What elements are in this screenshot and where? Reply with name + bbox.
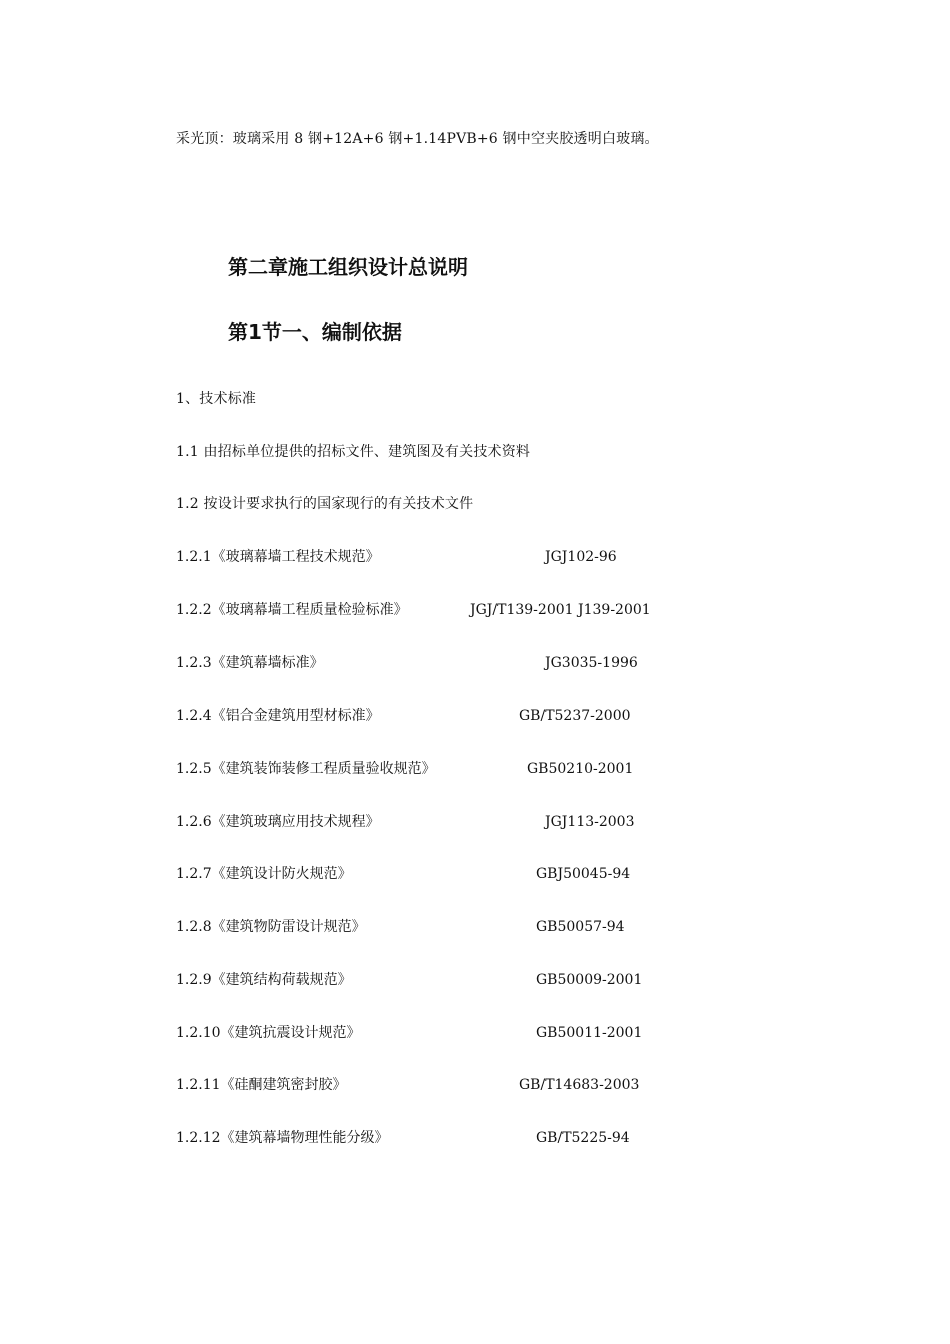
standard-code: GB50011-2001 [536, 1025, 643, 1041]
standard-code: GB/T5237-2000 [519, 708, 631, 724]
standard-row [176, 1023, 776, 1043]
item-1-2: 1.2 按设计要求执行的国家现行的有关技术文件 [176, 496, 474, 512]
standard-row [176, 970, 776, 990]
standard-title: 1.2.3《建筑幕墙标准》 [176, 655, 324, 671]
intro-line: 采光顶：玻璃采用 8 钢+12A+6 钢+1.14PVB+6 钢中空夹胶透明白玻璃。 [176, 131, 659, 147]
chapter-heading: 第二章施工组织设计总说明 [228, 255, 468, 279]
standard-code: JGJ113-2003 [545, 814, 635, 830]
standard-title: 1.2.7《建筑设计防火规范》 [176, 866, 352, 882]
standard-code: GB/T5225-94 [536, 1130, 630, 1146]
standard-title: 1.2.10《建筑抗震设计规范》 [176, 1025, 361, 1041]
standard-title: 1.2.9《建筑结构荷载规范》 [176, 972, 352, 988]
standard-row [176, 547, 776, 567]
standard-row [176, 653, 776, 673]
standard-title: 1.2.6《建筑玻璃应用技术规程》 [176, 814, 380, 830]
standard-code: GB50210-2001 [527, 761, 634, 777]
standard-title: 1.2.1《玻璃幕墙工程技术规范》 [176, 549, 380, 565]
standard-code: JG3035-1996 [545, 655, 638, 671]
standard-row [176, 759, 776, 779]
standard-row [176, 706, 776, 726]
standard-row [176, 600, 776, 620]
standard-code: GB50057-94 [536, 919, 625, 935]
standard-title: 1.2.2《玻璃幕墙工程质量检验标准》 [176, 602, 408, 618]
standard-code: GB/T14683-2003 [519, 1077, 640, 1093]
subsection-title: 1、技术标准 [176, 391, 257, 407]
standard-title: 1.2.12《建筑幕墙物理性能分级》 [176, 1130, 389, 1146]
standard-code: JGJ/T139-2001 J139-2001 [470, 602, 651, 618]
standard-title: 1.2.4《铝合金建筑用型材标准》 [176, 708, 380, 724]
standard-row [176, 1075, 776, 1095]
standard-code: GB50009-2001 [536, 972, 643, 988]
standard-code: GBJ50045-94 [536, 866, 631, 882]
standard-title: 1.2.8《建筑物防雷设计规范》 [176, 919, 366, 935]
standard-row [176, 1128, 776, 1148]
standard-code: JGJ102-96 [545, 549, 617, 565]
standard-row [176, 812, 776, 832]
standard-row [176, 917, 776, 937]
item-1-1: 1.1 由招标单位提供的招标文件、建筑图及有关技术资料 [176, 444, 531, 460]
standard-title: 1.2.5《建筑装饰装修工程质量验收规范》 [176, 761, 436, 777]
section-heading: 第1节一、编制依据 [228, 320, 402, 344]
standard-title: 1.2.11《硅酮建筑密封胶》 [176, 1077, 347, 1093]
standard-row [176, 864, 776, 884]
